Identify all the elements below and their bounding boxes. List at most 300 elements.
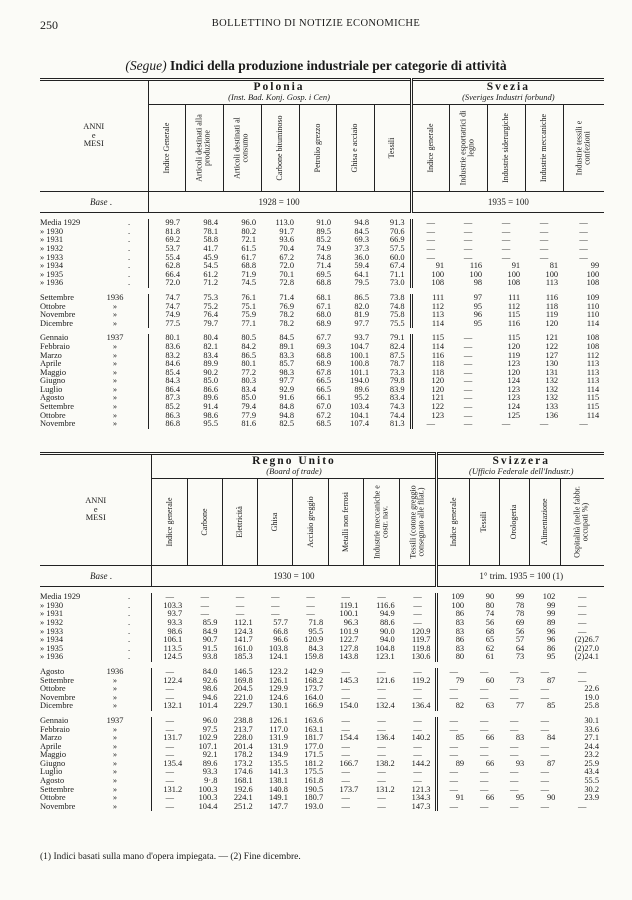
table-cell: 75.8 <box>389 311 405 320</box>
table-cell: 96.6 <box>273 636 288 645</box>
table-cell: 82.4 <box>389 342 405 351</box>
table-cell: 93.3 <box>152 619 187 628</box>
table-cell: 86 <box>546 644 556 653</box>
table-cell: 99 <box>546 601 556 610</box>
table-cell: 77.5 <box>148 320 185 329</box>
table-cell: 93.8 <box>202 653 218 662</box>
table-cell: 154.4 <box>339 734 359 743</box>
table-cell: 109 <box>437 593 469 602</box>
table-cell: 72.0 <box>148 279 185 288</box>
table-cell: 180.7 <box>304 794 324 803</box>
table-cell: 81.3 <box>389 420 405 429</box>
table-row <box>40 271 604 280</box>
table-cell: 89.6 <box>203 394 218 403</box>
row-label <box>40 653 152 662</box>
table-cell: — <box>479 802 489 811</box>
table-cell: 100.3 <box>198 785 218 794</box>
table-cell: 132 <box>545 385 559 394</box>
table-cell: — <box>437 751 469 760</box>
column-header <box>529 479 560 566</box>
table-cell: 96.3 <box>343 618 359 627</box>
table-cell: — <box>152 743 187 752</box>
row-label <box>40 412 148 421</box>
table-row <box>40 743 604 752</box>
table-cell: — <box>200 601 209 610</box>
table-cell: 190.5 <box>304 785 324 794</box>
table-cell: 75.5 <box>389 319 405 328</box>
table-cell: 98 <box>473 279 483 288</box>
table-cell: 82.0 <box>354 302 369 311</box>
table-cell: 98.3 <box>279 368 294 377</box>
table-cell: — <box>341 716 350 725</box>
table-cell: — <box>413 601 422 610</box>
base-left: 1928 = 100 <box>148 192 411 213</box>
table-cell: 93.3 <box>202 768 218 777</box>
table-cell: 80 <box>485 601 495 610</box>
table-cell: 84.9 <box>202 627 218 636</box>
table-cell: — <box>579 219 588 228</box>
row-label-name: Febbraio <box>40 342 70 351</box>
table-cell: 84 <box>546 734 556 743</box>
row-label <box>40 360 148 369</box>
table-cell: 135.5 <box>269 759 288 768</box>
table-cell: 83 <box>515 734 525 743</box>
table-cell: 41.7 <box>203 244 218 253</box>
table-cell: 83.4 <box>389 394 405 403</box>
table-row <box>40 645 604 654</box>
table-row <box>40 311 604 320</box>
table-cell: 91.6 <box>279 394 294 403</box>
table-cell: 95.5 <box>308 627 324 636</box>
table-cell: (2)26.7 <box>574 636 599 645</box>
table-cell: 111 <box>411 294 449 303</box>
table-cell: 85.0 <box>241 394 256 403</box>
table-cell: 120 <box>545 319 559 328</box>
row-label-name: Novembre <box>40 311 76 320</box>
column-header-label: Indice generale <box>425 123 435 173</box>
table-cell: 91.3 <box>389 219 405 228</box>
table-cell: 56 <box>515 627 525 636</box>
table-cell: 83.4 <box>203 351 218 360</box>
table-cell: 131.2 <box>375 785 395 794</box>
table-cell: — <box>463 411 473 420</box>
table-cell: 74.3 <box>389 403 405 412</box>
table-cell: 98.6 <box>203 411 218 420</box>
table-cell: 64 <box>515 644 525 653</box>
row-label <box>40 593 152 602</box>
row-label <box>40 343 148 352</box>
table-cell: 90 <box>485 593 495 602</box>
row-label <box>40 420 148 429</box>
table-cell: 23.9 <box>584 794 599 803</box>
table-cell: 136.4 <box>375 734 395 743</box>
table-cell: 163.6 <box>304 716 324 725</box>
table-cell: 90.7 <box>202 636 218 645</box>
table-cell: 122.7 <box>339 636 359 645</box>
table-cell: 161.0 <box>233 644 253 653</box>
base-label-text: Base <box>90 196 108 207</box>
table-cell: — <box>437 694 469 703</box>
table-cell: 163.1 <box>304 725 324 734</box>
table-cell: 68.8 <box>241 262 256 271</box>
row-label-year: » <box>112 342 118 351</box>
table-cell: 72.8 <box>279 279 294 288</box>
table-cell: — <box>411 420 449 429</box>
table-cell: — <box>413 593 422 602</box>
base-label-text: Base <box>90 570 108 581</box>
table-cell: 77.9 <box>241 411 256 420</box>
table-cell: — <box>377 667 386 676</box>
table-cell: 108 <box>586 334 600 343</box>
table-cell: — <box>413 693 422 702</box>
row-label-year: » <box>112 734 118 743</box>
table-cell: 79.7 <box>203 319 218 328</box>
table-cell: 174.6 <box>233 768 253 777</box>
table-cell: 104.8 <box>375 644 395 653</box>
row-label <box>40 254 148 263</box>
table-cell: 100 <box>469 270 483 279</box>
table-cell: 71.4 <box>279 293 294 302</box>
table-cell: 100 <box>411 271 449 280</box>
row-label <box>40 668 152 677</box>
table-row <box>40 610 604 619</box>
row-label-name: » 1936 <box>40 653 64 662</box>
table-cell: 60.0 <box>389 253 405 262</box>
table-cell: — <box>413 751 422 760</box>
table-cell: — <box>411 245 449 254</box>
table-cell: — <box>341 794 350 803</box>
row-label-dot: . <box>128 270 131 279</box>
row-label-name: » 1931 <box>40 610 64 619</box>
table-cell: 120.9 <box>304 636 324 645</box>
table-cell: — <box>510 802 519 811</box>
table-cell: 97.5 <box>202 725 218 734</box>
table-cell: 66.8 <box>273 627 288 636</box>
table-cell: 114 <box>411 343 449 352</box>
table-cell: — <box>437 726 469 735</box>
column-header-label: Ospitalità (nelle fabbr. occupati %) <box>573 486 591 559</box>
table-cell: 110 <box>586 311 600 320</box>
row-label <box>40 645 152 654</box>
table-cell: 125 <box>507 411 521 420</box>
table-cell: — <box>539 420 549 429</box>
table-row <box>40 702 604 711</box>
row-label <box>40 734 152 743</box>
table-cell: 194.0 <box>350 377 369 386</box>
table-cell: 120 <box>507 342 521 351</box>
table-cell: 192.6 <box>233 785 253 794</box>
table-cell: 66.4 <box>148 271 185 280</box>
table-cell: 99 <box>515 593 525 602</box>
table-cell: — <box>413 777 422 786</box>
table-row <box>40 694 604 703</box>
table-cell: — <box>510 768 519 777</box>
row-label-name: » 1936 <box>40 279 64 288</box>
table-cell: — <box>540 716 549 725</box>
table-cell: 69.2 <box>148 236 185 245</box>
table-cell: 124.6 <box>269 693 288 702</box>
table-row <box>40 602 604 611</box>
table-cell: 107.4 <box>350 420 369 429</box>
table-cell: — <box>510 777 519 786</box>
table-cell: 78 <box>515 610 525 619</box>
column-header <box>449 105 487 192</box>
row-label-name: Media 1929 <box>40 219 81 228</box>
table-cell: 68.1 <box>316 293 331 302</box>
table-cell: 68.9 <box>316 360 331 369</box>
row-label-name: Gennaio <box>40 334 69 343</box>
table-cell: — <box>463 377 473 386</box>
table-cell: 85.9 <box>202 618 218 627</box>
table-cell: — <box>463 334 473 343</box>
table-cell: 78.2 <box>279 311 294 320</box>
row-label-name: Settembre <box>40 293 74 302</box>
row-label-name: » 1933 <box>40 253 64 262</box>
row-label-year: » <box>112 360 118 369</box>
row-label-name: Aprile <box>40 360 62 369</box>
table-cell: — <box>152 768 187 777</box>
table-cell: 91 <box>437 794 469 803</box>
table-cell: 104.4 <box>198 802 218 811</box>
table-cell: — <box>540 725 549 734</box>
row-label-dot: . <box>128 610 131 619</box>
table-cell: 81 <box>549 262 559 271</box>
column-header <box>437 479 469 566</box>
row-label-name: Luglio <box>40 385 63 394</box>
table-cell: 87.3 <box>148 394 185 403</box>
column-header-label: Carbone bituminoso <box>274 115 284 181</box>
table-cell: 116 <box>411 352 449 361</box>
base-left: 1930 = 100 <box>152 566 437 587</box>
table-cell: — <box>377 802 386 811</box>
table-cell: 96.0 <box>241 219 256 228</box>
table-cell: 116 <box>469 262 483 271</box>
column-header <box>152 479 187 566</box>
table-cell: 124.3 <box>233 627 253 636</box>
table-cell: — <box>152 726 187 735</box>
table-cell: 75.9 <box>241 311 256 320</box>
table-cell: 82.1 <box>203 342 218 351</box>
row-label-year: » <box>112 794 118 803</box>
table-cell: — <box>539 244 549 253</box>
table-row <box>40 412 604 421</box>
table-cell: — <box>463 253 473 262</box>
table-cell: — <box>152 803 187 812</box>
table-cell: 123 <box>507 394 521 403</box>
row-label-name: » 1930 <box>40 601 64 610</box>
table-cell: 30.1 <box>584 716 599 725</box>
table-cell: 134.9 <box>269 751 288 760</box>
table-cell: — <box>510 716 519 725</box>
table-cell: 84.2 <box>241 342 256 351</box>
table-cell: 106.1 <box>152 636 187 645</box>
column-header <box>299 105 336 192</box>
table-cell: 120 <box>411 377 449 386</box>
table-cell: — <box>306 610 315 619</box>
table-row <box>40 685 604 694</box>
column-header <box>363 479 399 566</box>
base-label: Base . <box>40 566 152 587</box>
table-cell: 76.9 <box>279 302 294 311</box>
table-cell: 142.9 <box>304 667 324 676</box>
table-cell: 74.5 <box>241 279 256 288</box>
table-cell: 67.1 <box>316 302 331 311</box>
table-cell: 131.2 <box>152 786 187 795</box>
row-label-year: » <box>112 685 118 694</box>
row-label-name: » 1934 <box>40 262 64 271</box>
column-header-label: Metalli non ferrosi <box>340 492 350 553</box>
table-cell: 84.6 <box>148 360 185 369</box>
table-cell: 141.3 <box>269 768 288 777</box>
table-cell: — <box>152 694 187 703</box>
table-cell: 114 <box>586 319 600 328</box>
table-cell: 95 <box>546 653 556 662</box>
column-header-label: Acciaio greggio <box>305 496 315 548</box>
table-row <box>40 236 604 245</box>
table-cell: 89.5 <box>316 227 331 236</box>
table-cell: — <box>413 742 422 751</box>
table-cell: 185.3 <box>233 653 253 662</box>
table-cell: — <box>152 717 187 726</box>
table-cell: 63 <box>485 702 495 711</box>
table-cell: 138.2 <box>375 759 395 768</box>
row-label-name: Luglio <box>40 768 63 777</box>
table-cell: 71.4 <box>316 262 331 271</box>
table-row <box>40 369 604 378</box>
row-label <box>40 628 152 637</box>
row-label-name: » 1935 <box>40 270 64 279</box>
row-label <box>40 602 152 611</box>
table-row <box>40 262 604 271</box>
table-cell: 108 <box>586 342 600 351</box>
table-row <box>40 420 604 429</box>
table-cell: — <box>510 693 519 702</box>
table-row <box>40 334 604 343</box>
table-cell: 251.2 <box>233 802 253 811</box>
table-cell: 87 <box>546 759 556 768</box>
table-cell: 115 <box>507 311 521 320</box>
table-cell: 96 <box>473 311 483 320</box>
svezia-group-header: Svezia (Sveriges Industri forbund) <box>411 80 604 105</box>
column-header <box>499 479 529 566</box>
row-label-year: » <box>112 676 118 685</box>
table-cell: 119.7 <box>411 636 431 645</box>
column-header <box>258 479 293 566</box>
table-cell: 82.5 <box>279 420 294 429</box>
table-cell: 100.8 <box>350 360 369 369</box>
table-cell: 134.3 <box>411 794 431 803</box>
table-cell: 96.0 <box>202 716 218 725</box>
table-row <box>40 668 604 677</box>
table-cell: 73 <box>515 676 525 685</box>
row-label <box>40 369 148 378</box>
table-cell: — <box>413 667 422 676</box>
table-cell: 112 <box>586 351 600 360</box>
table-cell: 92.1 <box>202 751 218 760</box>
column-header <box>223 105 261 192</box>
table-cell: 98.6 <box>202 685 218 694</box>
table-cell: 89 <box>437 760 469 769</box>
table-cell: 132 <box>545 394 559 403</box>
row-label <box>40 377 148 386</box>
row-label-name: Maggio <box>40 751 67 760</box>
table-cell: 133 <box>545 403 559 412</box>
table-cell: 89.1 <box>279 342 294 351</box>
table-cell: — <box>501 236 511 245</box>
table-cell: 90.2 <box>203 368 218 377</box>
table-cell: 86.8 <box>148 420 185 429</box>
table-cell: 73.3 <box>389 368 405 377</box>
row-label-name: Ottobre <box>40 411 66 420</box>
table-cell: — <box>235 610 245 619</box>
row-label <box>40 636 152 645</box>
table-cell: 68.5 <box>316 420 331 429</box>
table-cell: 77.2 <box>241 368 256 377</box>
table-cell: — <box>377 725 386 734</box>
table-cell: 71.8 <box>308 618 324 627</box>
table-cell: 84.8 <box>279 403 294 412</box>
table-cell: — <box>577 610 587 619</box>
table-row <box>40 403 604 412</box>
row-label-name: » 1934 <box>40 636 64 645</box>
row-label <box>40 262 148 271</box>
table-cell: 57 <box>515 636 525 645</box>
table-cell: 57.7 <box>273 618 288 627</box>
table-cell: 126.1 <box>269 716 288 725</box>
row-label-name: » 1931 <box>40 236 64 245</box>
table-cell: 171.5 <box>304 751 324 760</box>
table-cell: 103.3 <box>152 602 187 611</box>
table-cell: 79 <box>437 677 469 686</box>
column-header-label: Elettricità <box>234 506 244 538</box>
table-cell: 79.4 <box>241 403 256 412</box>
column-header-label: Industrie meccaniche e costr. nav. <box>372 485 390 560</box>
table-row <box>40 294 604 303</box>
table-cell: 181.2 <box>304 759 324 768</box>
table-cell: — <box>341 693 350 702</box>
column-header-label: Ghisa <box>270 512 280 532</box>
column-header <box>293 479 328 566</box>
row-label-dot: . <box>128 227 131 236</box>
table-cell: 80.5 <box>241 334 256 343</box>
table-cell: — <box>577 802 587 811</box>
table-cell: 86.5 <box>354 293 369 302</box>
table-cell: (2)27.0 <box>574 644 599 653</box>
table-row <box>40 768 604 777</box>
base-row <box>40 566 604 587</box>
row-label-dot: . <box>128 653 131 662</box>
row-label <box>40 786 152 795</box>
table-cell: 71.1 <box>389 270 405 279</box>
table-cell: 19.0 <box>584 693 599 702</box>
table-cell: — <box>510 742 519 751</box>
table-cell: 130.6 <box>411 653 431 662</box>
table-cell: — <box>577 627 587 636</box>
table-cell: 85.4 <box>148 369 185 378</box>
table-cell: — <box>152 794 187 803</box>
table-cell: 108 <box>411 279 449 288</box>
table-cell: 91.5 <box>202 644 218 653</box>
table-cell: 101.9 <box>339 627 359 636</box>
table-cell: 67.2 <box>279 253 294 262</box>
table-cell: 166.9 <box>304 702 324 711</box>
row-label <box>40 303 148 312</box>
table-cell: — <box>437 743 469 752</box>
table-cell: 100.1 <box>339 610 359 619</box>
row-label-name: Settembre <box>40 403 74 412</box>
table-cell: 82 <box>437 702 469 711</box>
table-cell: 66 <box>485 759 495 768</box>
